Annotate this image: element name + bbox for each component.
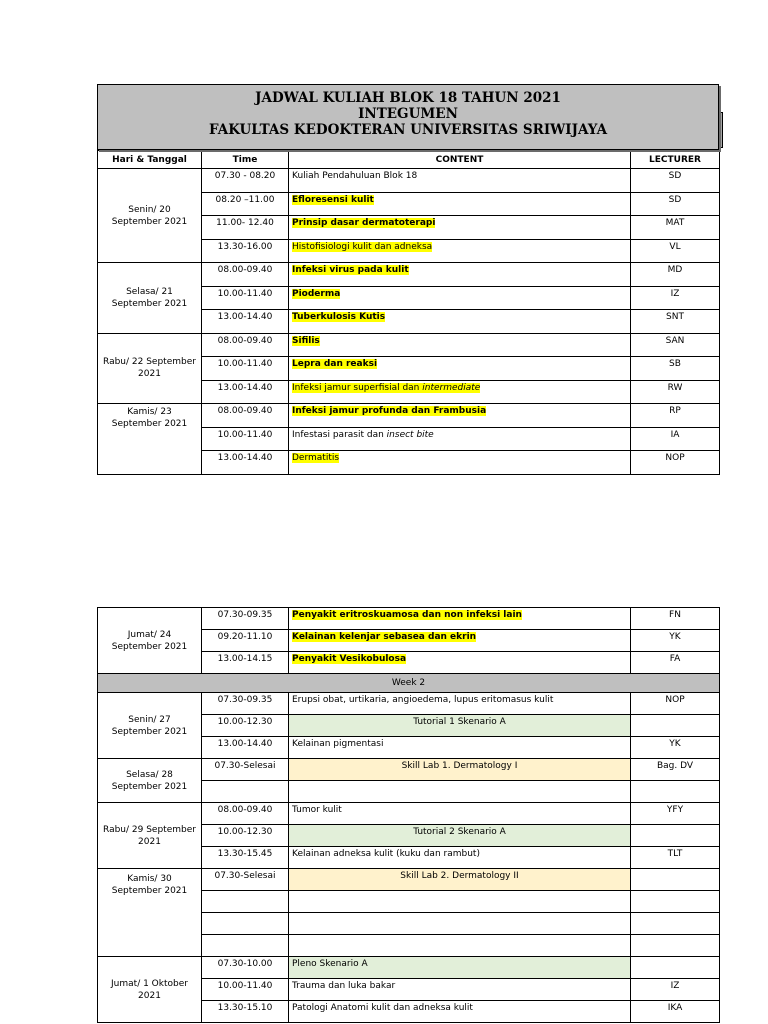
- content-cell: [289, 263, 631, 287]
- content-cell: Kelainan adneksa kulit (kuku dan rambut): [289, 847, 631, 869]
- content-text: Dermatitis: [292, 453, 340, 463]
- time-cell: 07.30-10.00: [202, 957, 289, 979]
- content-text: Kelainan kelenjar sebasea dan ekrin: [292, 632, 477, 642]
- content-italic: intermediate: [422, 382, 481, 393]
- table-row: [98, 869, 720, 891]
- content-cell: [289, 404, 631, 428]
- lecturer-cell: MAT: [631, 216, 720, 240]
- time-cell: [202, 781, 289, 803]
- content-italic: insect bite: [386, 429, 434, 440]
- time-cell: 08.20 –11.00: [202, 192, 289, 216]
- lecturer-cell: SD: [631, 169, 720, 193]
- schedule-sheet-2: [97, 607, 719, 1023]
- day-cell: Selasa/ 21 September 2021: [98, 263, 202, 334]
- day-cell: Rabu/ 22 September 2021: [98, 333, 202, 404]
- content-cell: [289, 357, 631, 381]
- time-cell: 10.00-11.40: [202, 427, 289, 451]
- content-cell: Skill Lab 1. Dermatology I: [289, 759, 631, 781]
- time-cell: 13.00-14.40: [202, 737, 289, 759]
- lecturer-cell: NOP: [631, 451, 720, 475]
- content-cell: [289, 935, 631, 957]
- day-cell: Jumat/ 1 Oktober 2021: [98, 957, 202, 1023]
- content-plain: Infeksi jamur superfisial dan: [292, 382, 423, 393]
- content-cell: Tutorial 2 Skenario A: [289, 825, 631, 847]
- schedule-table-1: [97, 150, 720, 475]
- week-row: [98, 674, 720, 693]
- content-cell: [289, 239, 631, 263]
- content-cell: Tutorial 1 Skenario A: [289, 715, 631, 737]
- table-row: [98, 608, 720, 630]
- content-cell: [289, 652, 631, 674]
- table-row: [98, 169, 720, 193]
- content-cell: [289, 286, 631, 310]
- lecturer-cell: [631, 825, 720, 847]
- content-cell: [289, 310, 631, 334]
- time-cell: 07.30-Selesai: [202, 869, 289, 891]
- time-cell: [202, 935, 289, 957]
- time-cell: 10.00-11.40: [202, 979, 289, 1001]
- lecturer-cell: TLT: [631, 847, 720, 869]
- content-text: Penyakit eritroskuamosa dan non infeksi lain: [292, 610, 522, 620]
- lecturer-cell: IA: [631, 427, 720, 451]
- table-header-row: [98, 151, 720, 169]
- content-text: Histofisiologi kulit dan adneksa: [292, 241, 433, 252]
- lecturer-cell: YK: [631, 630, 720, 652]
- lecturer-cell: YK: [631, 737, 720, 759]
- content-text: Infeksi virus pada kulit: [292, 265, 409, 275]
- content-cell: [289, 380, 631, 404]
- lecturer-cell: SB: [631, 357, 720, 381]
- time-cell: 07.30-09.35: [202, 693, 289, 715]
- content-text: Penyakit Vesikobulosa: [292, 654, 407, 664]
- day-cell: Senin/ 27 September 2021: [98, 693, 202, 759]
- lecturer-cell: IZ: [631, 979, 720, 1001]
- lecturer-cell: [631, 891, 720, 913]
- content-cell: [289, 630, 631, 652]
- lecturer-cell: RW: [631, 380, 720, 404]
- content-plain: Infestasi parasit dan: [292, 429, 387, 440]
- lecturer-cell: Bag. DV: [631, 759, 720, 781]
- content-cell: [289, 781, 631, 803]
- lecturer-cell: [631, 957, 720, 979]
- time-cell: 07.30-Selesai: [202, 759, 289, 781]
- table-row: [98, 803, 720, 825]
- lecturer-cell: NOP: [631, 693, 720, 715]
- lecturer-cell: SD: [631, 192, 720, 216]
- day-cell: Jumat/ 24 September 2021: [98, 608, 202, 674]
- lecturer-cell: FA: [631, 652, 720, 674]
- day-cell: Rabu/ 29 September 2021: [98, 803, 202, 869]
- time-cell: 13.30-15.45: [202, 847, 289, 869]
- header-day: Hari & Tanggal: [98, 151, 202, 169]
- content-text: Kuliah Pendahuluan Blok 18: [292, 171, 418, 181]
- lecturer-cell: [631, 913, 720, 935]
- content-cell: [289, 427, 631, 451]
- content-cell: Patologi Anatomi kulit dan adneksa kulit: [289, 1001, 631, 1023]
- title-line-1: JADWAL KULIAH BLOK 18 TAHUN 2021: [255, 90, 561, 106]
- time-cell: 13.30-15.10: [202, 1001, 289, 1023]
- lecturer-cell: YFY: [631, 803, 720, 825]
- lecturer-cell: RP: [631, 404, 720, 428]
- lecturer-cell: SAN: [631, 333, 720, 357]
- content-text: Sifilis: [292, 335, 320, 346]
- schedule-title: [97, 84, 719, 150]
- time-cell: 08.00-09.40: [202, 404, 289, 428]
- lecturer-cell: MD: [631, 263, 720, 287]
- time-cell: 09.20-11.10: [202, 630, 289, 652]
- table-row: [98, 759, 720, 781]
- content-cell: [289, 891, 631, 913]
- lecturer-cell: [631, 935, 720, 957]
- content-cell: [289, 192, 631, 216]
- content-cell: [289, 169, 631, 193]
- content-cell: Skill Lab 2. Dermatology II: [289, 869, 631, 891]
- lecturer-cell: [631, 869, 720, 891]
- lecturer-cell: [631, 781, 720, 803]
- content-cell: [289, 451, 631, 475]
- time-cell: [202, 913, 289, 935]
- table-row: [98, 693, 720, 715]
- lecturer-cell: [631, 715, 720, 737]
- header-lecturer: LECTURER: [631, 151, 720, 169]
- time-cell: 13.00-14.15: [202, 652, 289, 674]
- time-cell: 11.00- 12.40: [202, 216, 289, 240]
- content-text: Efloresensi kulit: [292, 194, 374, 205]
- header-time: Time: [202, 151, 289, 169]
- content-text: Infeksi jamur profunda dan Frambusia: [292, 406, 487, 416]
- table-row: [98, 957, 720, 979]
- header-content: CONTENT: [289, 151, 631, 169]
- time-cell: 07.30 - 08.20: [202, 169, 289, 193]
- content-cell: Tumor kulit: [289, 803, 631, 825]
- title-line-2: INTEGUMEN: [358, 106, 458, 122]
- day-cell: Kamis/ 30 September 2021: [98, 869, 202, 957]
- day-cell: Senin/ 20 September 2021: [98, 169, 202, 263]
- schedule-sheet-1: [97, 84, 719, 475]
- content-cell: [289, 608, 631, 630]
- content-cell: Pleno Skenario A: [289, 957, 631, 979]
- content-cell: [289, 216, 631, 240]
- time-cell: 08.00-09.40: [202, 803, 289, 825]
- content-text: Lepra dan reaksi: [292, 359, 378, 369]
- lecturer-cell: IKA: [631, 1001, 720, 1023]
- time-cell: 10.00-12.30: [202, 825, 289, 847]
- content-text: Prinsip dasar dermatoterapi: [292, 218, 436, 228]
- time-cell: 13.00-14.40: [202, 310, 289, 334]
- content-text: [292, 383, 480, 393]
- content-cell: Erupsi obat, urtikaria, angioedema, lupus eritomasus kulit: [289, 693, 631, 715]
- table-row: [98, 333, 720, 357]
- content-cell: Trauma dan luka bakar: [289, 979, 631, 1001]
- lecturer-cell: IZ: [631, 286, 720, 310]
- day-cell: Selasa/ 28 September 2021: [98, 759, 202, 803]
- week-label: Week 2: [98, 674, 720, 693]
- title-line-3: FAKULTAS KEDOKTERAN UNIVERSITAS SRIWIJAYA: [208, 122, 608, 138]
- time-cell: 08.00-09.40: [202, 263, 289, 287]
- time-cell: 10.00-12.30: [202, 715, 289, 737]
- content-cell: [289, 913, 631, 935]
- time-cell: 10.00-11.40: [202, 286, 289, 310]
- time-cell: 07.30-09.35: [202, 608, 289, 630]
- table-row: [98, 263, 720, 287]
- lecturer-cell: FN: [631, 608, 720, 630]
- lecturer-cell: VL: [631, 239, 720, 263]
- lecturer-cell: SNT: [631, 310, 720, 334]
- schedule-table-2: [97, 607, 720, 1023]
- content-cell: Kelainan pigmentasi: [289, 737, 631, 759]
- time-cell: 13.00-14.40: [202, 380, 289, 404]
- time-cell: 13.00-14.40: [202, 451, 289, 475]
- day-cell: Kamis/ 23 September 2021: [98, 404, 202, 475]
- time-cell: 10.00-11.40: [202, 357, 289, 381]
- content-cell: [289, 333, 631, 357]
- content-text: Tuberkulosis Kutis: [292, 312, 386, 322]
- content-text: Pioderma: [292, 288, 341, 299]
- time-cell: 13.30-16.00: [202, 239, 289, 263]
- time-cell: 08.00-09.40: [202, 333, 289, 357]
- table-row: [98, 404, 720, 428]
- time-cell: [202, 891, 289, 913]
